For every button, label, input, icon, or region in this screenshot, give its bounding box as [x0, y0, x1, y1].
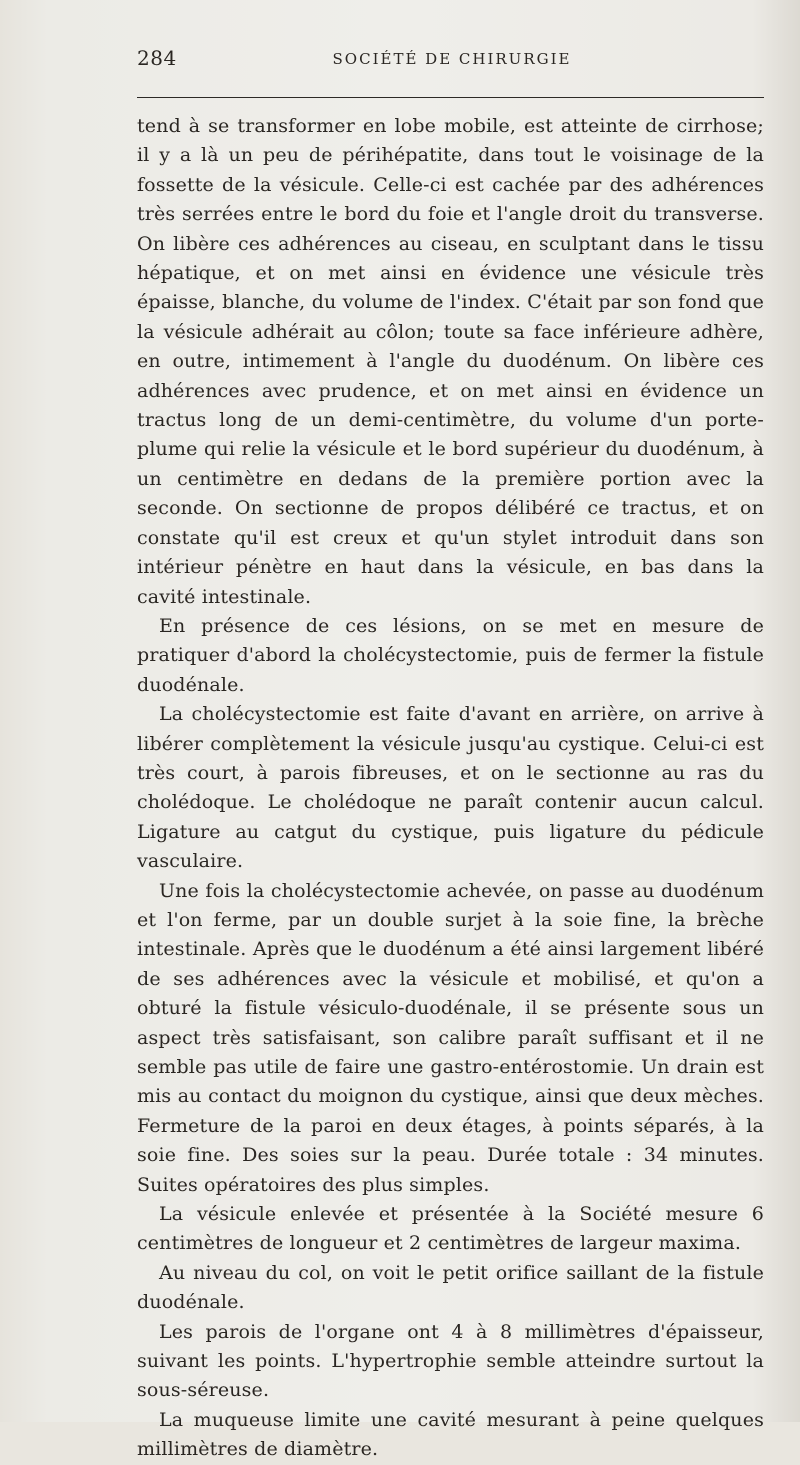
running-title: SOCIÉTÉ DE CHIRURGIE	[332, 50, 572, 68]
paragraph-4: Une fois la cholécystectomie achevée, on passe au duodénum et l'on ferme, par un double surjet à la soie fine, la brèche intestinale. Après que le duodénum a été ainsi largement libéré de ses adhérences avec la vésicule et mobilisé, et qu'on a obturé la fistule vésiculo-duodénale, il se présente sous un aspect très satisfaisant, son calibre paraît suffisant et il ne semble pas utile de faire une gastro-entérostomie. Un drain est mis au contact du moignon du cystique, ainsi que deux mèches. Fermeture de la paroi en deux étages, à points séparés, à la soie fine. Des soies sur la peau. Durée totale : 34 minutes. Suites opératoires des plus simples.	[137, 879, 764, 1196]
paragraph-7: Les parois de l'organe ont 4 à 8 millimètres d'épaisseur, suivant les points. L'hypertrophie semble atteindre surtout la sous-séreuse.	[137, 1320, 764, 1402]
paragraph-2: En présence de ces lésions, on se met en mesure de pratiquer d'abord la cholécystectomie, puis de fermer la fistule duodénale.	[137, 614, 764, 696]
paragraph-3: La cholécystectomie est faite d'avant en arrière, on arrive à libérer complètement la vésicule jusqu'au cystique. Celui-ci est très court, à parois fibreuses, et on le sectionne au ras du cholédoque. Le cholédoque ne paraît contenir aucun calcul. Ligature au catgut du cystique, puis ligature du pédicule vasculaire.	[137, 703, 764, 873]
page-header	[137, 46, 767, 76]
paragraph-8: La muqueuse limite une cavité mesurant à peine quelques millimètres de diamètre.	[137, 1408, 764, 1461]
header-rule	[137, 97, 764, 98]
paragraph-6: Au niveau du col, on voit le petit orifice saillant de la fistule duodénale.	[137, 1261, 764, 1314]
body-text	[137, 112, 764, 1465]
paragraph-5: La vésicule enlevée et présentée à la Société mesure 6 centimètres de longueur et 2 centimètres de largeur maxima.	[137, 1203, 764, 1255]
paragraph-1: tend à se transformer en lobe mobile, est atteinte de cirrhose; il y a là un peu de périhépatite, dans tout le voisinage de la fossette de la vésicule. Celle-ci est cachée par des adhérences très serrées entre le bord du foie et l'angle droit du transverse. On libère ces adhérences au ciseau, en sculptant dans le tissu hépatique, et on met ainsi en évidence une vésicule très épaisse, blanche, du volume de l'index. C'était par son fond que la vésicule adhérait au côlon; toute sa face inférieure adhère, en outre, intimement à l'angle du duodénum. On libère ces adhérences avec prudence, et on met ainsi en évidence un tractus long de un demi-centimètre, du volume d'un porte-plume qui relie la vésicule et le bord supérieur du duodénum, à un centimètre en dedans de la première portion avec la seconde. On sectionne de propos délibéré ce tractus, et on constate qu'il est creux et qu'un stylet introduit dans son intérieur pénètre en haut dans la vésicule, en bas dans la cavité intestinale.	[137, 115, 764, 608]
page-number: 284	[137, 46, 177, 70]
